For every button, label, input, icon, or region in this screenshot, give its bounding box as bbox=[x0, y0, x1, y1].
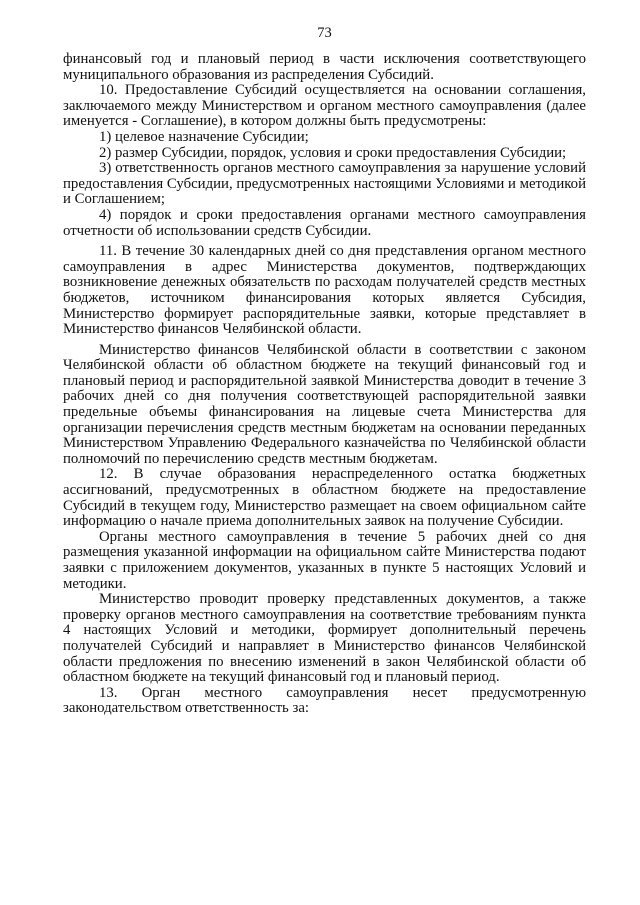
list-item-1: 1) целевое назначение Субсидии; bbox=[99, 128, 309, 145]
paragraph-continuation: финансовый год и плановый период в части исключения соответствующего муниципального образования из распределения Субсидий. bbox=[63, 51, 586, 83]
paragraph-12-verification: Министерство проводит проверку представленных документов, а также проверку органов местного самоуправления на соответствие требованиям пункта 4 настоящих Условий и методики, формирует дополнительный перечень получателей Субсидий и направляет в Министерство финансов Челябинской области предложения по внесению изменений в закон Челябинской области об областном бюджете на текущий финансовый год и плановый период. bbox=[63, 591, 586, 686]
document-body bbox=[63, 52, 586, 717]
list-item-3: 3) ответственность органов местного самоуправления за нарушение условий предоставления Субсидии, предусмотренных настоящими Условиями и методикой и Соглашением; bbox=[63, 160, 586, 208]
list-item-4: 4) порядок и сроки предоставления органами местного самоуправления отчетности об использовании средств Субсидии. bbox=[63, 206, 586, 239]
page-number: 73 bbox=[317, 25, 332, 41]
paragraph-10: 10. Предоставление Субсидий осуществляется на основании соглашения, заключаемого между Министерством и органом местного самоуправления (далее именуется - Соглашение), в котором должны быть предусмотрены: bbox=[63, 82, 586, 130]
paragraph-12: 12. В случае образования нераспределенного остатка бюджетных ассигнований, предусмотренных в областном бюджете на предоставление Субсидий в текущем году, Министерство размещает на своем официальном сайте информацию о начале приема дополнительных заявок на получение Субсидии. bbox=[63, 466, 586, 530]
paragraph-11-ministry-finance: Министерство финансов Челябинской области в соответствии с законом Челябинской области об областном бюджете на текущий финансовый год и плановый период и распорядительной заявкой Министерства доводит в течение 3 рабочих дней со дня получения соответствующей распорядительной заявки предельные объемы финансирования на лицевые счета Министерства для организации перечисления средств местным бюджетам на основании переданных Министерством Управлению Федерального казначейства по Челябинской области полномочий по перечислению средств местным бюджетам. bbox=[63, 341, 586, 467]
paragraph-11: 11. В течение 30 календарных дней со дня представления органом местного самоуправления в адрес Министерства документов, подтверждающих возникновение денежных обязательств по расходам получателей средств местных бюджетов, источником финансирования которых является Субсидия, Министерство формирует распорядительные заявки, которые представляет в Министерство финансов Челябинской области. bbox=[63, 243, 586, 338]
list-item-2: 2) размер Субсидии, порядок, условия и сроки предоставления Субсидии; bbox=[99, 144, 567, 161]
paragraph-12-applications: Органы местного самоуправления в течение 5 рабочих дней со дня размещения указанной информации на официальном сайте Министерства подают заявки с приложением документов, указанных в пункте 5 настоящих Условий и методики. bbox=[63, 528, 586, 592]
paragraph-13: 13. Орган местного самоуправления несет предусмотренную законодательством ответственность за: bbox=[63, 684, 586, 717]
